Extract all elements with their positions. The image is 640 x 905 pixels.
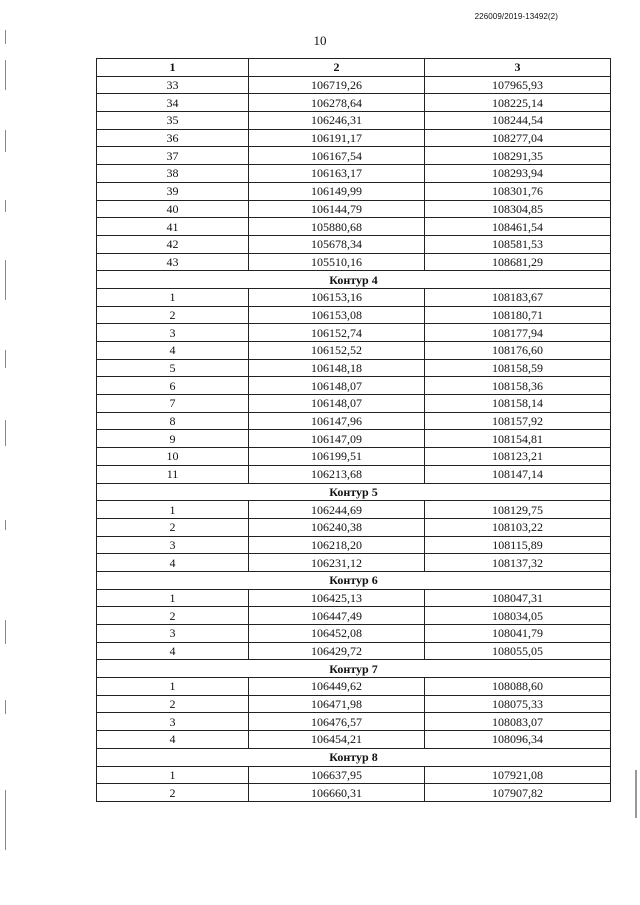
x-coordinate-cell: 105880,68 [249,218,425,236]
x-coordinate-cell: 106167,54 [249,147,425,165]
point-number-cell: 4 [97,642,249,660]
x-coordinate-cell: 106425,13 [249,589,425,607]
table-row [97,731,611,749]
section-title: Контур 4 [97,271,611,289]
point-number-cell: 11 [97,465,249,483]
y-coordinate-cell: 108180,71 [425,306,611,324]
point-number-cell: 1 [97,501,249,519]
x-coordinate-cell: 106218,20 [249,536,425,554]
table-row [97,518,611,536]
x-coordinate-cell: 106660,31 [249,784,425,802]
point-number-cell: 1 [97,678,249,696]
y-coordinate-cell: 108158,59 [425,359,611,377]
point-number-cell: 3 [97,324,249,342]
y-coordinate-cell: 108034,05 [425,607,611,625]
y-coordinate-cell: 108123,21 [425,448,611,466]
x-coordinate-cell: 106246,31 [249,112,425,130]
section-title: Контур 6 [97,571,611,589]
x-coordinate-cell: 106199,51 [249,448,425,466]
x-coordinate-cell: 106429,72 [249,642,425,660]
table-row [97,501,611,519]
table-row [97,253,611,271]
x-coordinate-cell: 106147,09 [249,430,425,448]
x-coordinate-cell: 106152,74 [249,324,425,342]
section-row [97,660,611,678]
section-title: Контур 8 [97,748,611,766]
y-coordinate-cell: 108055,05 [425,642,611,660]
table-row [97,395,611,413]
point-number-cell: 3 [97,625,249,643]
point-number-cell: 1 [97,766,249,784]
point-number-cell: 2 [97,518,249,536]
point-number-cell: 5 [97,359,249,377]
point-number-cell: 39 [97,182,249,200]
x-coordinate-cell: 106449,62 [249,678,425,696]
x-coordinate-cell: 106149,99 [249,182,425,200]
table-row [97,589,611,607]
x-coordinate-cell: 106637,95 [249,766,425,784]
x-coordinate-cell: 106452,08 [249,625,425,643]
point-number-cell: 2 [97,784,249,802]
y-coordinate-cell: 108157,92 [425,412,611,430]
table-row [97,288,611,306]
y-coordinate-cell: 108183,67 [425,288,611,306]
table-row [97,607,611,625]
y-coordinate-cell: 108244,54 [425,112,611,130]
section-row [97,571,611,589]
scan-edge-mark [635,770,637,818]
table-row [97,94,611,112]
point-number-cell: 34 [97,94,249,112]
y-coordinate-cell: 108158,36 [425,377,611,395]
table-row [97,642,611,660]
table-row [97,182,611,200]
y-coordinate-cell: 108293,94 [425,165,611,183]
y-coordinate-cell: 108581,53 [425,235,611,253]
y-coordinate-cell: 108115,89 [425,536,611,554]
point-number-cell: 4 [97,342,249,360]
table-row [97,695,611,713]
x-coordinate-cell: 106153,16 [249,288,425,306]
point-number-cell: 4 [97,731,249,749]
y-coordinate-cell: 108277,04 [425,129,611,147]
table-row [97,76,611,94]
y-coordinate-cell: 108304,85 [425,200,611,218]
point-number-cell: 3 [97,713,249,731]
point-number-cell: 8 [97,412,249,430]
point-number-cell: 37 [97,147,249,165]
table-row [97,536,611,554]
column-header: 1 [97,59,249,77]
table-row [97,112,611,130]
x-coordinate-cell: 106476,57 [249,713,425,731]
x-coordinate-cell: 106447,49 [249,607,425,625]
table-header-row [97,59,611,77]
y-coordinate-cell: 108176,60 [425,342,611,360]
y-coordinate-cell: 107965,93 [425,76,611,94]
table-row [97,218,611,236]
table-row [97,430,611,448]
x-coordinate-cell: 106231,12 [249,554,425,572]
column-header: 3 [425,59,611,77]
table-row [97,448,611,466]
table-row [97,342,611,360]
point-number-cell: 43 [97,253,249,271]
point-number-cell: 2 [97,306,249,324]
table-row [97,147,611,165]
point-number-cell: 10 [97,448,249,466]
x-coordinate-cell: 106153,08 [249,306,425,324]
y-coordinate-cell: 108075,33 [425,695,611,713]
table-row [97,465,611,483]
y-coordinate-cell: 108291,35 [425,147,611,165]
x-coordinate-cell: 106148,07 [249,377,425,395]
x-coordinate-cell: 106144,79 [249,200,425,218]
y-coordinate-cell: 108083,07 [425,713,611,731]
y-coordinate-cell: 108103,22 [425,518,611,536]
table-row [97,377,611,395]
point-number-cell: 35 [97,112,249,130]
point-number-cell: 33 [97,76,249,94]
x-coordinate-cell: 106278,64 [249,94,425,112]
x-coordinate-cell: 106454,21 [249,731,425,749]
table-row [97,678,611,696]
x-coordinate-cell: 106163,17 [249,165,425,183]
section-row [97,748,611,766]
y-coordinate-cell: 107907,82 [425,784,611,802]
section-row [97,483,611,501]
table-row [97,165,611,183]
y-coordinate-cell: 108158,14 [425,395,611,413]
table-row [97,324,611,342]
table-row [97,554,611,572]
table-row [97,766,611,784]
y-coordinate-cell: 108137,32 [425,554,611,572]
column-header: 2 [249,59,425,77]
x-coordinate-cell: 106213,68 [249,465,425,483]
section-row [97,271,611,289]
document-id: 226009/2019-13492(2) [474,12,558,21]
y-coordinate-cell: 108681,29 [425,253,611,271]
x-coordinate-cell: 105510,16 [249,253,425,271]
x-coordinate-cell: 106191,17 [249,129,425,147]
point-number-cell: 41 [97,218,249,236]
point-number-cell: 40 [97,200,249,218]
x-coordinate-cell: 106148,18 [249,359,425,377]
y-coordinate-cell: 108147,14 [425,465,611,483]
table-row [97,235,611,253]
point-number-cell: 4 [97,554,249,572]
x-coordinate-cell: 106148,07 [249,395,425,413]
table-row [97,625,611,643]
x-coordinate-cell: 106471,98 [249,695,425,713]
y-coordinate-cell: 108088,60 [425,678,611,696]
y-coordinate-cell: 108301,76 [425,182,611,200]
point-number-cell: 7 [97,395,249,413]
table-row [97,412,611,430]
scan-margin-marks [4,0,8,905]
point-number-cell: 36 [97,129,249,147]
y-coordinate-cell: 108461,54 [425,218,611,236]
y-coordinate-cell: 108129,75 [425,501,611,519]
x-coordinate-cell: 105678,34 [249,235,425,253]
point-number-cell: 2 [97,607,249,625]
x-coordinate-cell: 106152,52 [249,342,425,360]
point-number-cell: 38 [97,165,249,183]
point-number-cell: 1 [97,589,249,607]
table-row [97,359,611,377]
table-row [97,713,611,731]
point-number-cell: 9 [97,430,249,448]
y-coordinate-cell: 108154,81 [425,430,611,448]
y-coordinate-cell: 108047,31 [425,589,611,607]
coordinates-table [96,58,611,802]
point-number-cell: 2 [97,695,249,713]
section-title: Контур 5 [97,483,611,501]
section-title: Контур 7 [97,660,611,678]
x-coordinate-cell: 106719,26 [249,76,425,94]
table-row [97,129,611,147]
table-row [97,784,611,802]
point-number-cell: 6 [97,377,249,395]
table-row [97,306,611,324]
table-row [97,200,611,218]
y-coordinate-cell: 108225,14 [425,94,611,112]
x-coordinate-cell: 106244,69 [249,501,425,519]
page-number: 10 [313,33,327,48]
table-body [97,76,611,801]
x-coordinate-cell: 106240,38 [249,518,425,536]
point-number-cell: 1 [97,288,249,306]
y-coordinate-cell: 108096,34 [425,731,611,749]
point-number-cell: 3 [97,536,249,554]
y-coordinate-cell: 108041,79 [425,625,611,643]
y-coordinate-cell: 107921,08 [425,766,611,784]
x-coordinate-cell: 106147,96 [249,412,425,430]
y-coordinate-cell: 108177,94 [425,324,611,342]
point-number-cell: 42 [97,235,249,253]
